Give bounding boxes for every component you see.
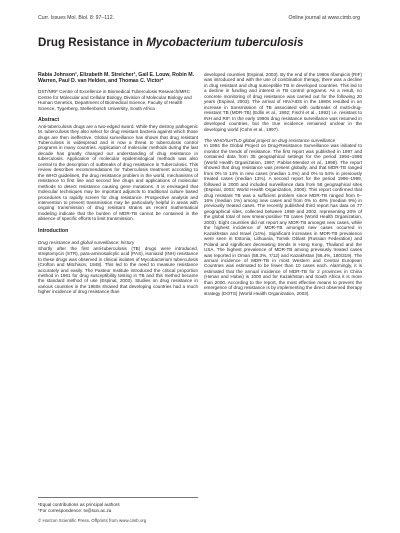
right-paragraph-2: In 1994 the Global Project on Drug-Resistance Surveillance was initiated to monitor the trends of resistance. The first report was published in 1997 and contained data from 35 geographical settings for the period 1994–1996 (World Health Organization, 1997; Pablos-Mendez et al., 1998). The report showed that drug resistance was present globally, and that MDR-TB ranged from 0% to 14% in new cases (median 1.4%) and 0% to 54% in previously treated cases (median 13%). A second report for the period 1996–1999, followed in 2000 and included surveillance data from 58 geographical sites (Espinal, 2003; World Health Organization, 2000). This report confirmed that drug resistant TB was a sufficient problem since MDR-TB ranged from 0–16% (median 1%) among new cases and from 0% to 48% (median 9%) in previously treated cases. The recently published third report has data on 77 geographical sites, collected between 1999 and 2002, representing 20% of the global total of new smear-positive TB cases (World Health Organization, 2003). Eight countries did not report any MDR-TB amongst new cases, while the highest incidence of MDR-TB amongst new cases occurred in Kazakhstan and Israel (14%). Significant increases in MDR-TB prevalence were seen in Estonia, Lithuania, Tomsk Oblast (Russian Federation) and Poland and significant decreasing trends in Hong Kong, Thailand and the USA. The highest prevalence of MDR-TB among previously treated cases was reported in Oman (58.3%, 7/12) and Kazakhstan (56.4%, 180/319). The annual incidence of MDR-TB in most Western and Central European Countries was estimated to be fewer than 10 cases each. Alarmingly, it is estimated that the annual incidence of MDR-TB for 2 provinces in China (Henan and Hubei) is 1000 and for Kazakhstan and South Africa it is more than 2000. According to the report, the most effective means to prevent the emergence of drug resistance is by implementing the direct observed therapy strategy (DOTS) (World Health Organization, 2003).: [204, 143, 362, 296]
right-column: [204, 72, 362, 296]
article-title: [38, 36, 368, 49]
introduction-text: Shortly after the first anti-tuberculosis (TB) drugs were introduced, streptomycin (STR), para-aminosalicylic acid (PAS), isoniazid (INH) resistance to these drugs was observed in clinical isolates of Mycobacterium tuberculosis (Crofton and Mitchison, 1948). This led to the need to measure resistance accurately and easily. The Pasteur Institute introduced the critical proportion method in 1961 for drug susceptibility testing in TB and this method became the standard method of use (Espinal, 2003). Studies on drug resistance in various countries in the 1960s showed that developing countries had a much higher incidence of drug resistance than: [38, 245, 198, 295]
surveillance-subheading: The WHO/IUATLD global project on drug-resistance surveillance: [204, 137, 336, 143]
abstract-text: Anti-tuberculosis drugs are a two-edged sword. While they destroy pathogenic M. tuberculosis they also select for drug resistant bacteria against which those drugs are then ineffective. Global surveillance has shown that drug resistant Tuberculosis is widespread and is now a threat to tuberculosis control programs in many countries. Application of molecular methods during the last decade has greatly changed our understanding of drug resistance in tuberculosis. Application of molecular epidemiological methods was also central to the description of outbreaks of drug resistance in Tuberculosis. This review describes recommendations for Tuberculosis treatment according to the WHO guidelines, the drug resistance problem in the world, mechanisms of resistance to first line and second line drugs and applications of molecular methods to detect resistance causing gene mutations. It is envisaged that molecular techniques may be important adjuncts to traditional culture based procedures to rapidly screen for drug resistance. Prospective analysis and intervention to prevent transmission may be particularly helpful in areas with ongoing transmission of drug resistant strains as recent mathematical modeling indicate that the burden of MDR-TB cannot be contained in the absence of specific efforts to limit transmission.: [38, 123, 198, 222]
introduction-heading: Introduction: [38, 227, 69, 234]
left-column: [38, 72, 198, 295]
introduction-subheading: Drug resistance and global surveillance: history: [38, 240, 135, 246]
author-list: Rabia Johnson¹, Elizabeth M. Streicher¹, Gail E. Louw, Robin M. Warren, Paul D. van Helden, and Thomas C. Victor*: [38, 72, 195, 85]
title-main: Drug Resistance in: [38, 36, 147, 49]
footnote-equal-contribution: ¹Equal contributions as principal authors: [38, 502, 120, 507]
title-species: Mycobacterium tuberculosis: [146, 36, 304, 49]
abstract-heading: Abstract: [38, 117, 60, 124]
footnote-correspondence: *For correspondence: tv@sun.ac.za: [38, 507, 112, 513]
journal-website: Online journal at www.cimb.org: [288, 15, 360, 21]
right-paragraph-1: developed countries (Espinal, 2003). By the end of the 1960s rifampicin (RIF) was introduced and with the use of combination therapy, there was a decline in drug resistant and drug susceptible TB in developed countries. This led to a decline in funding and interest in TB control programs. As a result, no concrete monitoring of drug resistance was carried out for the following 20 years (Espinal, 2003). The arrival of HIV/AIDS in the 1980s resulted in an increase in transmission of TB associated with outbreaks of multi-drug-resistant TB (MDR-TB) (Edlin et al., 1992; Fischl et al., 1992) i.e. resistant to INH and RIF. In the early 1990s drug resistance surveillance was resumed in developed countries, but the true incidence remained unclear in the developing world (Cohn et al., 1997).: [204, 72, 362, 132]
footnote-rule: [38, 497, 198, 498]
journal-citation: Curr. Issues Mol. Biol. 8: 97–112.: [38, 15, 115, 21]
copyright-notice: © Horizon Scientific Press. Offprints from www.cimb.org: [38, 518, 147, 523]
running-header: [38, 15, 360, 21]
footnotes: [38, 493, 198, 513]
affiliation: DST/NRF Centre of Excellence in Biomedical Tuberculosis Research/MRC Centre for Molecular and Cellular Biology, Division of Molecular Biology and Human Genetics, Department of Biomedical Science, Faculty of Health Science, Tygerberg, Stellenbosch University, South Africa: [38, 89, 192, 111]
